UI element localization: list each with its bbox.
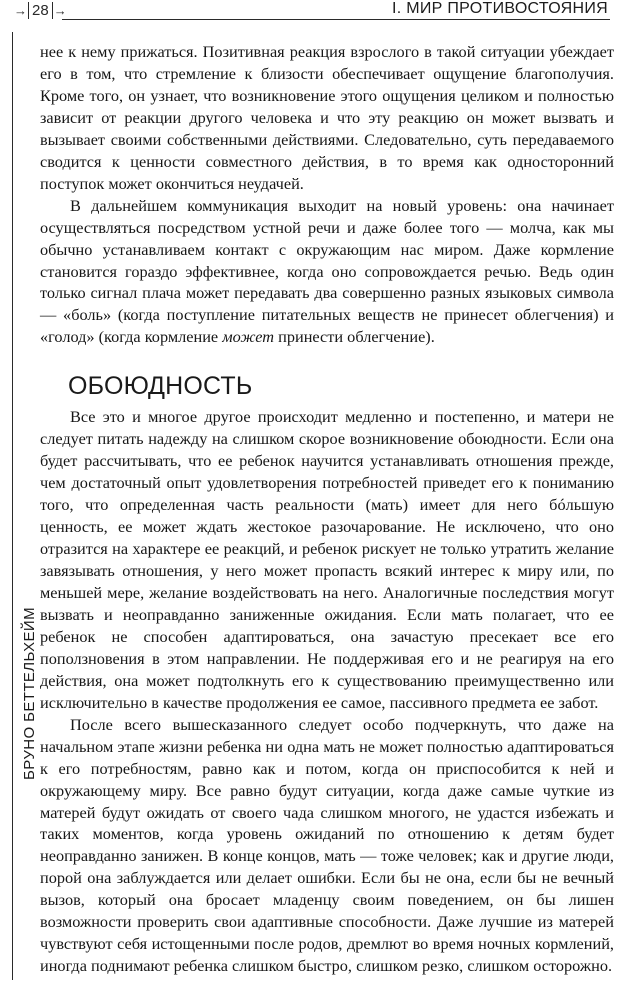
paragraph-text: В дальнейшем коммуникация выходит на новый уровень: она начинает осуществляться посредством устной речи и даже более того — молча, как мы обычно устанавливаем контакт с окружающим нас миром. Даже кормление становится гораздо эффективнее, когда оно сопровождается речью. Ведь один только сигнал плача может передавать два совершенно разных языковых символа — «боль» (когда поступление питательных веществ не принесет облегчения) и «голод» (когда кормление [40,195,614,347]
arrow-right-icon: → [14,3,27,18]
side-author: БРУНО БЕТТЕЛЬХЕЙМ [21,607,38,780]
page-number-value: 28 [28,2,53,19]
paragraph: Все это и многое другое происходит медленно и постепенно, и матери не следует питать надежду на слишком скорое возникновение обоюдности. Если она будет рассчитывать, что ее ребенок научится устанавливать отношения прежде, чем достаточный опыт удовлетворения потребностей приведет его к пониманию того, что определенная часть реальности (мать) имеет для него бóльшую ценность, ее может ждать жестокое разочарование. Не исключено, что оно отразится на характере ее реакций, и ребенок рискует не только утратить желание завязывать отношения, у него может пропасть всякий интерес к миру или, по меньшей мере, желание воздействовать на него. Аналогичные последствия могут вызвать и неоправданно заниженные ожидания. Если мать полагает, что ее ребенок не способен адаптироваться, она зачастую пресекает все его поползновения в этом направлении. Не поддерживая его и не реагируя на его действия, она может подтолкнуть его к существованию преимущественно или исключительно в качестве продолжения ее самое, пассивного предмета ее забот. [40,407,614,712]
body-text [40,41,614,977]
section-heading: ОБОЮДНОСТЬ [68,372,253,401]
emphasis: может [222,327,275,347]
side-rule [12,32,13,980]
paragraph: После всего вышесказанного следует особо подчеркнуть, что даже на начальном этапе жизни ребенка ни одна мать не может полностью адаптироваться к его потребностям, равно как и потом, когда он приспособится к ней и окружающему миру. Все равно будут ситуации, когда даже самые чуткие из матерей будут ожидать от своего чада слишком многого, не удастся избежать и таких моментов, когда уровень ожиданий по отношению к детям будет неоправданно занижен. В конце концов, мать — тоже человек; как и другие люди, порой она заблуждается или делает ошибки. Если бы не она, если бы не вечный вызов, который она бросает младенцу своим поведением, он бы лишен возможности проверить свои адаптивные способности. Даже лучшие из матерей чувствуют себя истощенными после родов, дремлют во время ночных кормлений, иногда поднимают ребенка слишком быстро, слишком резко, слишком осторожно. [40,714,614,976]
paragraph [40,195,614,349]
page-number [14,2,67,19]
running-head: I. МИР ПРОТИВОСТОЯНИЯ [391,0,608,17]
paragraph-text: принести облегчение). [278,327,435,347]
paragraph: нее к нему прижаться. Позитивная реакция взрослого в такой ситуации убеждает его в том, что стремление к близости обеспечивает ощущение благополучия. Кроме того, он узнает, что возникновение этого ощущения целиком и полностью зависит от реакции другого человека и что эту реакцию он может вызвать и вызывает своими собственными действиями. Следовательно, суть передаваемого сводится к ценности совместного действия, в то время как односторонний поступок может окончиться неудачей. [40,42,614,193]
header-rule [62,19,610,20]
arrow-right-icon: → [53,3,67,18]
